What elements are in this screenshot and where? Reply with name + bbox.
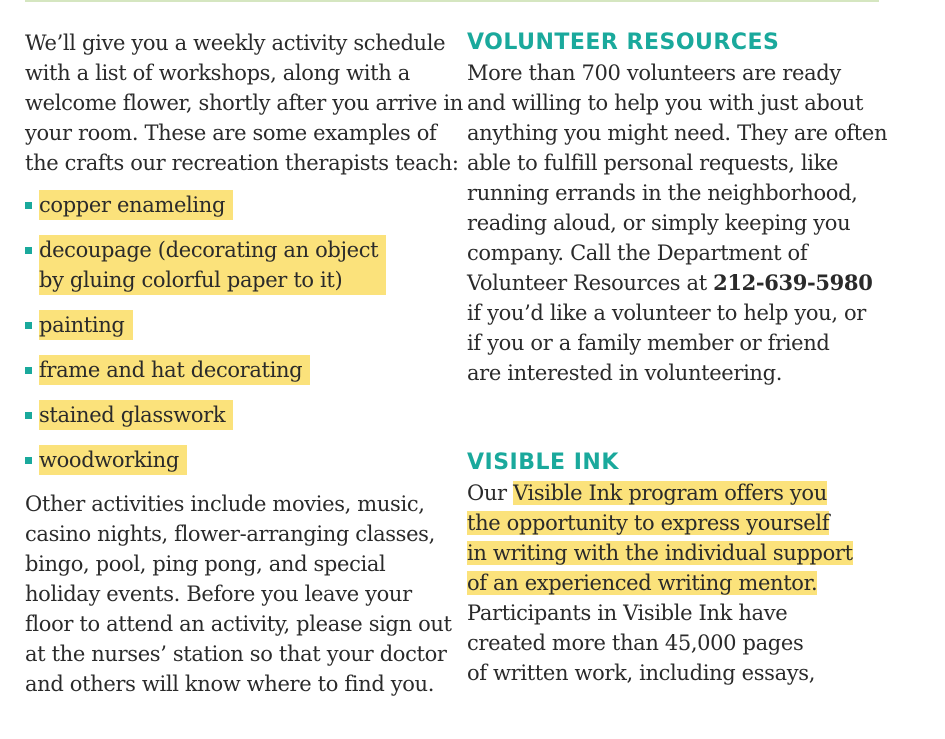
square-bullet-icon <box>25 367 32 374</box>
volunteer-phone-line <box>467 268 907 298</box>
square-bullet-icon <box>25 202 32 209</box>
list-item <box>25 400 450 430</box>
crafts-list <box>25 190 450 475</box>
craft-decoupage <box>39 235 386 295</box>
intro-line: your room. These are some examples of <box>25 121 437 145</box>
craft-painting: painting <box>39 310 133 340</box>
visible-ink-heading: VISIBLE INK <box>467 450 619 475</box>
volunteer-line: More than 700 volunteers are ready <box>467 61 841 85</box>
activities-paragraph <box>25 489 450 699</box>
visible-ink-line: of written work, including essays, <box>467 661 816 685</box>
square-bullet-icon <box>25 322 32 329</box>
top-divider <box>25 0 879 2</box>
volunteer-line: company. Call the Department of <box>467 241 808 265</box>
craft-woodworking: woodworking <box>39 445 187 475</box>
intro-line: We’ll give you a weekly activity schedule <box>25 31 446 55</box>
visible-ink-line: Participants in Visible Ink have <box>467 601 788 625</box>
volunteer-phone-number: 212-639-5980 <box>713 270 873 295</box>
visible-ink-line <box>467 478 907 508</box>
list-item <box>25 445 450 475</box>
volunteer-line: running errands in the neighborhood, <box>467 181 858 205</box>
volunteer-line: and willing to help you with just about <box>467 91 864 115</box>
visible-ink-highlight: the opportunity to express yourself <box>467 511 830 535</box>
visible-ink-line <box>467 538 907 568</box>
activities-line: floor to attend an activity, please sign out <box>25 612 452 636</box>
craft-line: by gluing colorful paper to it) <box>39 268 343 292</box>
list-item <box>25 355 450 385</box>
visible-ink-paragraph <box>467 478 907 688</box>
list-item <box>25 190 450 220</box>
left-column <box>25 28 463 699</box>
list-item <box>25 235 450 295</box>
visible-ink-prefix: Our <box>467 481 514 505</box>
square-bullet-icon <box>25 412 32 419</box>
craft-frame-hat-decorating: frame and hat decorating <box>39 355 310 385</box>
intro-line: the crafts our recreation therapists teach: <box>25 151 459 175</box>
volunteer-line: able to fulfill personal requests, like <box>467 151 839 175</box>
visible-ink-line <box>467 568 907 598</box>
volunteer-line: reading aloud, or simply keeping you <box>467 211 851 235</box>
square-bullet-icon <box>25 247 32 254</box>
activities-line: casino nights, flower-arranging classes, <box>25 522 435 546</box>
intro-line: with a list of workshops, along with a <box>25 61 410 85</box>
activities-line: Other activities include movies, music, <box>25 492 425 516</box>
activities-line: bingo, pool, ping pong, and special <box>25 552 386 576</box>
volunteer-line: are interested in volunteering. <box>467 361 783 385</box>
volunteer-resources-heading: VOLUNTEER RESOURCES <box>467 30 780 55</box>
activities-line: and others will know where to find you. <box>25 672 435 696</box>
list-item <box>25 310 450 340</box>
intro-line: welcome flower, shortly after you arrive in <box>25 91 463 115</box>
visible-ink-highlight: in writing with the individual support <box>467 541 853 565</box>
volunteer-line: if you or a family member or friend <box>467 331 830 355</box>
visible-ink-line <box>467 508 907 538</box>
craft-line: decoupage (decorating an object <box>39 238 379 262</box>
activities-line: at the nurses’ station so that your doctor <box>25 642 447 666</box>
intro-paragraph <box>25 28 463 178</box>
activities-line: holiday events. Before you leave your <box>25 582 412 606</box>
craft-copper-enameling: copper enameling <box>39 190 233 220</box>
visible-ink-line: created more than 45,000 pages <box>467 631 804 655</box>
visible-ink-highlight: Visible Ink program offers you <box>513 481 827 505</box>
craft-stained-glasswork: stained glasswork <box>39 400 233 430</box>
phone-prefix: Volunteer Resources at <box>467 271 714 295</box>
visible-ink-highlight: of an experienced writing mentor. <box>467 571 818 595</box>
volunteer-paragraph <box>467 58 907 388</box>
volunteer-line: if you’d like a volunteer to help you, or <box>467 301 866 325</box>
square-bullet-icon <box>25 457 32 464</box>
volunteer-line: anything you might need. They are often <box>467 121 888 145</box>
right-column <box>467 28 907 688</box>
